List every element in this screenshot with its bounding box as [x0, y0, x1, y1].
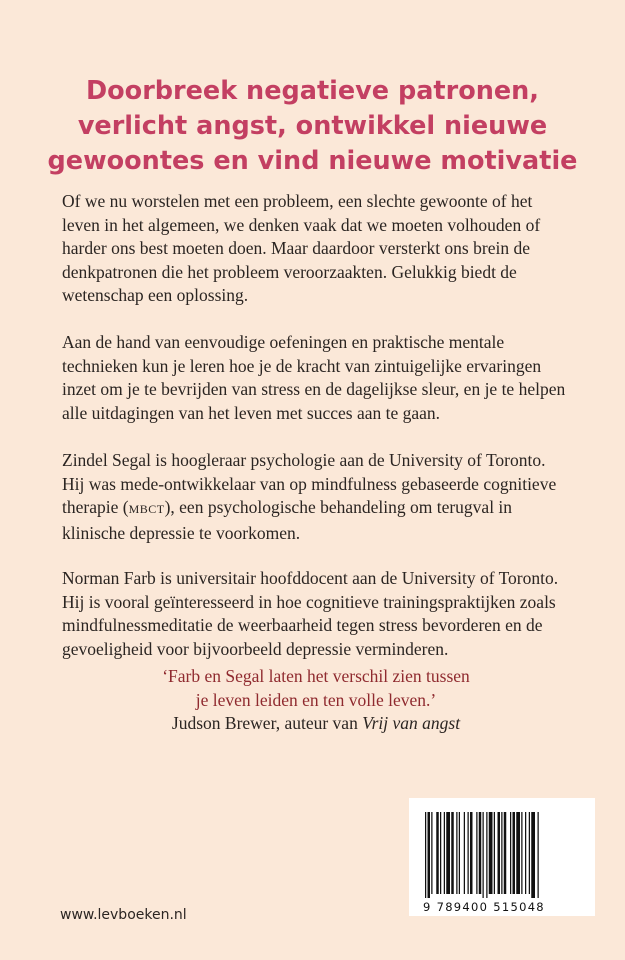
barcode-bar	[428, 812, 431, 898]
mbct-abbreviation: MBCT	[128, 502, 165, 517]
barcode-bar	[464, 812, 465, 894]
isbn-barcode	[409, 798, 595, 916]
barcode-bar	[444, 812, 445, 894]
author-bio-farb: Norman Farb is universitair hoofddocent aan de University of Toronto. Hij is vooral geïnteresseerd in hoe cognitieve trainingspraktijken zoals mindfulnessmeditatie de weerbaarheid tegen stress bevorderen en de gevoeligheid voor bijvoorbeeld depressie verminderen.	[62, 568, 559, 659]
barcode-bar	[489, 812, 493, 894]
barcode-bar	[446, 812, 450, 894]
barcode-bar	[516, 812, 520, 894]
barcode-bar	[468, 812, 469, 894]
endorsement-quote	[62, 665, 570, 736]
quote-attribution	[62, 712, 570, 736]
barcode-bar	[451, 812, 454, 894]
publisher-website: www.levboeken.nl	[60, 907, 187, 923]
quote-line-1: ‘Farb en Segal laten het verschil zien tussen	[162, 666, 470, 686]
barcode-bar	[504, 812, 507, 894]
quote-book-title: Vrij van angst	[362, 713, 461, 734]
author-bio-segal	[62, 449, 570, 545]
bio-segal-text-end: ), een psychologische behandeling om terugval in klinische depressie te voorkomen.	[62, 497, 513, 543]
bio-segal-text-start: Zindel Segal is hoogleraar psychologie aan de University of Toronto. Hij was mede-ontwikkelaar van op mindfulness gebaseerde cognitieve therapie (	[62, 450, 557, 518]
barcode-bar	[483, 812, 484, 898]
barcode-bar	[470, 812, 473, 894]
barcode-bars	[423, 812, 581, 898]
barcode-bar	[436, 812, 439, 894]
quote-line-2: je leven leiden en ten volle leven.’	[195, 689, 437, 710]
barcode-bar	[498, 812, 501, 894]
blurb-paragraph-2: Aan de hand van eenvoudige oefeningen en praktische mentale technieken kun je leren hoe je de kracht van zintuigelijke ervaringen inzet om je te bevrijden van stress en de dagelijkse sleur, en je te helpen alle uitdagingen van het leven met succes aan te gaan.	[62, 332, 566, 423]
barcode-bar	[538, 812, 539, 898]
back-cover-headline: Doorbreek negatieve patronen, verlicht angst, ontwikkel nieuwe gewoontes en vind nieuwe motivatie	[47, 76, 578, 176]
barcode-bar	[479, 812, 482, 894]
barcode-bar	[431, 812, 432, 894]
barcode-bar	[476, 812, 477, 894]
isbn-number: 9 789400 515048	[423, 900, 545, 914]
barcode-bar	[525, 812, 526, 894]
barcode-bar	[459, 812, 460, 894]
barcode-bar	[513, 812, 516, 894]
barcode-bar	[531, 812, 535, 898]
blurb-paragraph-1: Of we nu worstelen met een probleem, een slechte gewoonte of het leven in het algemeen, we denken vaak dat we moeten volhouden of harder ons best moeten doen. Maar daardoor versterkt ons brein de denkpatronen die het probleem veroorzaakten. Gelukkig biedt de wetenschap een oplossing.	[62, 191, 541, 306]
barcode-bar	[486, 812, 487, 898]
barcode-bar	[510, 812, 511, 894]
barcode-bar	[501, 812, 502, 894]
barcode-bar	[456, 812, 457, 894]
barcode-bar	[521, 812, 522, 894]
barcode-bar	[529, 812, 530, 894]
quote-author: Judson Brewer, auteur van	[171, 713, 363, 734]
barcode-bar	[440, 812, 441, 894]
barcode-bar	[425, 812, 426, 898]
barcode-bar	[494, 812, 495, 894]
